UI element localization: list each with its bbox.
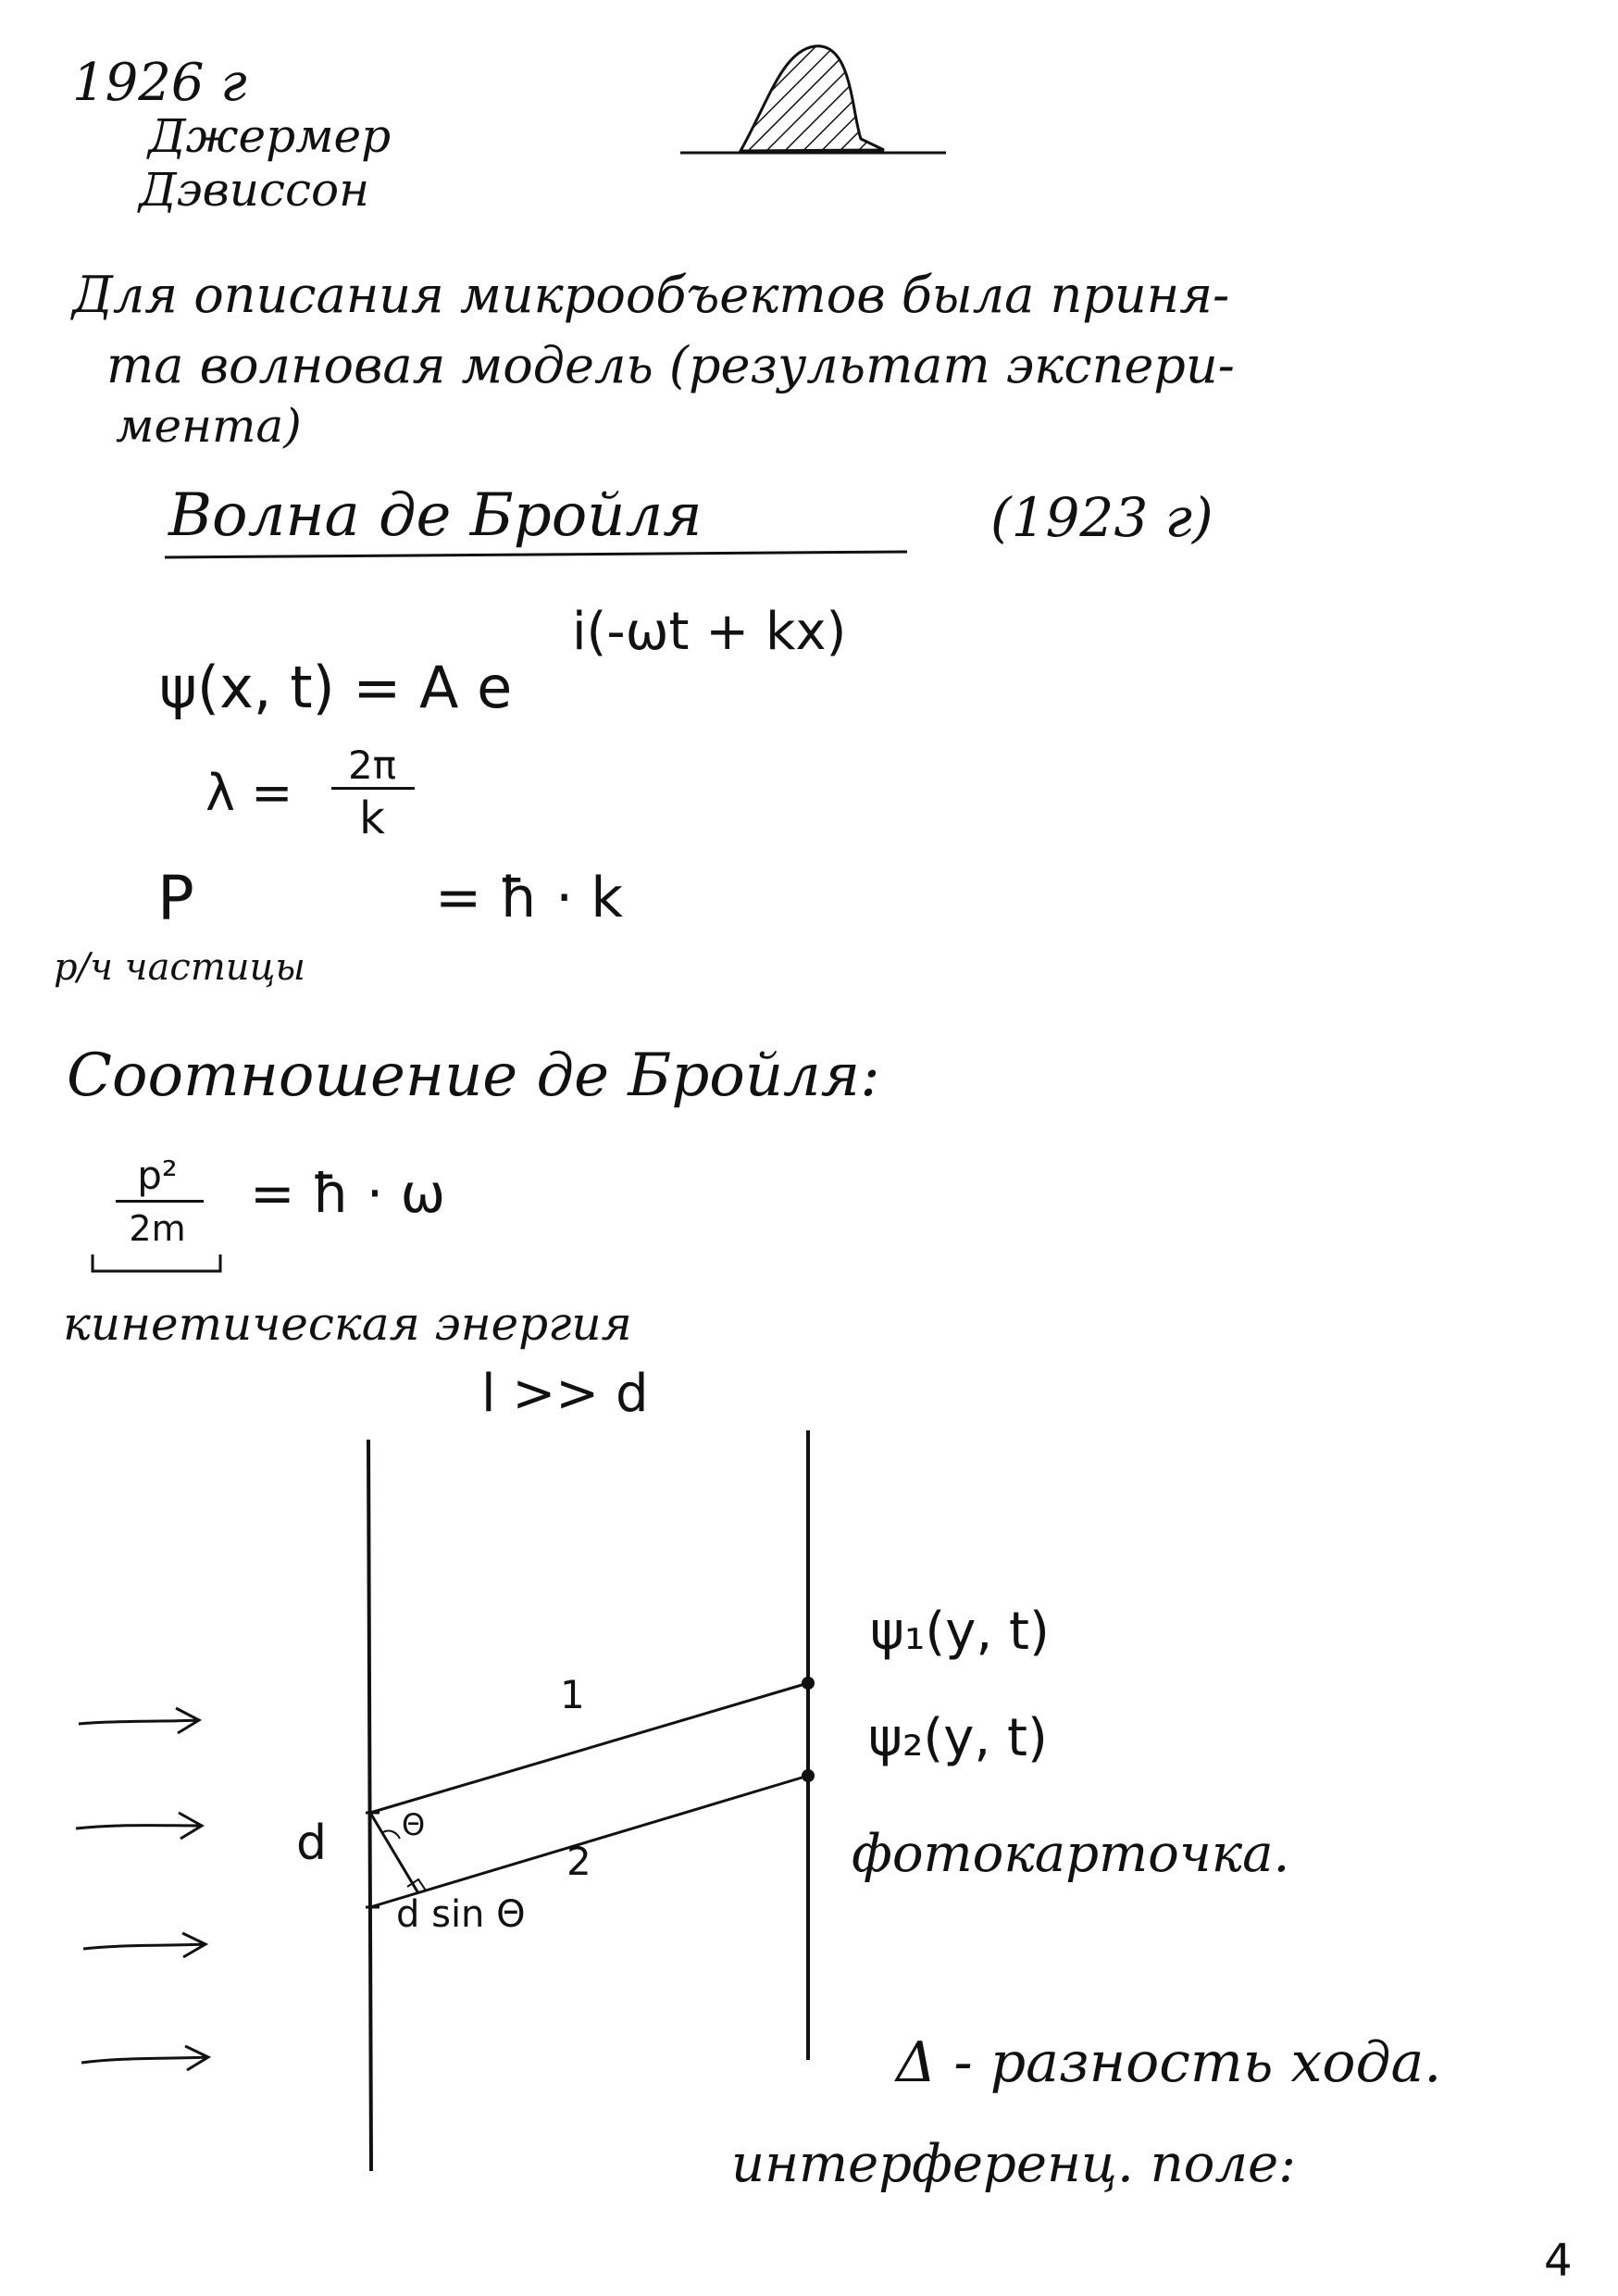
intro-line-2: та волновая модель (результат экспери- <box>106 336 1235 394</box>
ray-1 <box>370 1683 808 1813</box>
psi-exponent: i(-ωt + kx) <box>572 602 847 662</box>
arrow-3 <box>83 1933 205 1957</box>
kinetic-energy-note: кинетическая энергия <box>63 1297 632 1351</box>
theta-label: Θ <box>402 1807 426 1842</box>
interference-text: интерференц. поле: <box>731 2134 1297 2194</box>
path-difference-text: Δ - разность хода. <box>896 2030 1442 2095</box>
relation-denominator: 2m <box>129 1208 186 1249</box>
ray-1-label: 1 <box>560 1672 585 1717</box>
slit-wall-line <box>368 1440 371 2171</box>
arrow-1 <box>79 1708 199 1733</box>
hit-point-2 <box>802 1769 815 1782</box>
lambda-numerator: 2π <box>347 742 396 788</box>
ray-2-label: 2 <box>566 1839 591 1884</box>
intro-line-3: мента) <box>116 399 302 453</box>
condition-label: l >> d <box>481 1364 649 1424</box>
momentum-note: р/ч частицы <box>54 946 305 989</box>
kinetic-bracket <box>93 1254 220 1271</box>
header-year: 1926 г <box>72 53 247 113</box>
slit-diagram <box>76 1430 815 2171</box>
incident-arrows <box>76 1708 208 2070</box>
lambda-fraction-bar <box>331 787 415 790</box>
header-name-2: Дэвиссон <box>139 163 369 217</box>
arrow-4 <box>81 2046 208 2070</box>
hit-point-1 <box>802 1677 815 1690</box>
arrow-2 <box>76 1813 202 1839</box>
relation-fraction-bar <box>116 1200 204 1203</box>
wave-title-year: (1923 г) <box>990 486 1214 549</box>
relation-rhs: = ħ · ω <box>250 1162 446 1225</box>
relation-title: Соотношение де Бройля: <box>67 1042 880 1110</box>
psi2-label: ψ₂(y, t) <box>868 1708 1048 1768</box>
screen-label: фотокарточка. <box>852 1824 1290 1884</box>
title-underline <box>165 552 907 557</box>
psi-formula: ψ(x, t) = A e <box>159 654 513 721</box>
psi1-label: ψ₁(y, t) <box>870 1602 1050 1662</box>
header-name-1: Джермер <box>148 109 392 163</box>
momentum-rhs: = ħ · k <box>435 866 623 930</box>
lambda-denominator: k <box>359 792 385 844</box>
slit-distance-label: d <box>296 1816 328 1871</box>
lambda-lhs: λ = <box>205 764 293 822</box>
path-diff-label: d sin Θ <box>396 1893 526 1936</box>
wave-packet-sketch <box>680 46 946 153</box>
momentum-symbol: P <box>157 863 194 934</box>
wave-title: Волна де Бройля <box>168 481 703 550</box>
page-number: 4 <box>1544 2235 1573 2287</box>
relation-numerator: p² <box>137 1153 178 1198</box>
intro-line-1: Для описания микрообъектов была приня- <box>72 266 1230 324</box>
